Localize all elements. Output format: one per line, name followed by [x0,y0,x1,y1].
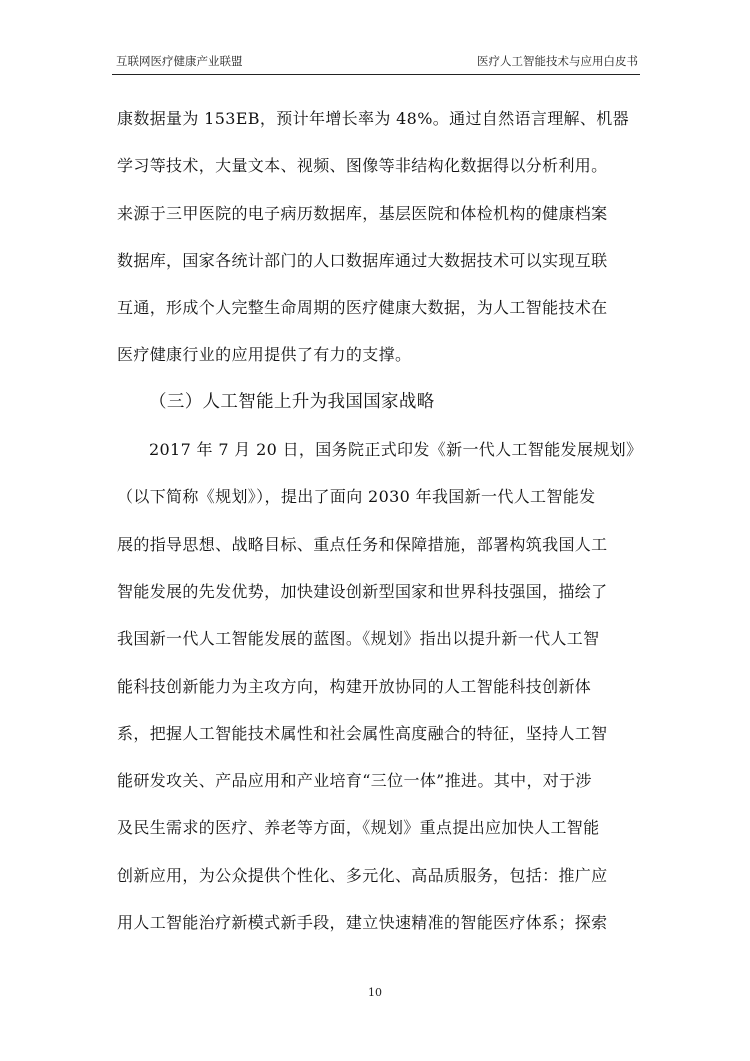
paragraph-line: 及民生需求的医疗、养老等方面，《规划》重点提出应加快人工智能 [117,818,600,838]
body-line: 数据库，国家各统计部门的人口数据库通过大数据技术可以实现互联 [117,250,608,270]
body-line: 康数据量为 153EB，预计年增长率为 48%。通过自然语言理解、机器 [117,109,629,128]
paragraph-line: 智能发展的先发优势，加快建设创新型国家和世界科技强国，描绘了 [117,581,608,601]
paragraph-line: （以下简称《规划》），提出了面向 2030 年我国新一代人工智能发 [117,487,596,507]
paragraph-line: 2017 年 7 月 20 日，国务院正式印发《新一代人工智能发展规划》 [149,440,643,460]
body-line: 学习等技术，大量文本、视频、图像等非结构化数据得以分析利用。 [117,156,608,176]
paragraph-line: 创新应用，为公众提供个性化、多元化、高品质服务，包括：推广应 [117,865,608,885]
paragraph-line: 展的指导思想、战略目标、重点任务和保障措施，部署构筑我国人工 [117,534,608,554]
body-line: 互通，形成个人完整生命周期的医疗健康大数据，为人工智能技术在 [117,298,608,318]
page-header [112,50,640,75]
page-body [117,95,643,946]
section-heading: （三）人工智能上升为我国国家战略 [149,391,435,412]
paragraph-line: 我国新一代人工智能发展的蓝图。《规划》指出以提升新一代人工智 [117,629,600,649]
header-organization: 互联网医疗健康产业联盟 [116,54,243,68]
body-line: 来源于三甲医院的电子病历数据库，基层医院和体检机构的健康档案 [117,203,608,223]
body-line: 医疗健康行业的应用提供了有力的支撑。 [117,345,412,365]
header-document-title: 医疗人工智能技术与应用白皮书 [477,54,638,68]
paragraph-line: 能科技创新能力为主攻方向，构建开放协同的人工智能科技创新体 [117,676,592,696]
paragraph-line: 能研发攻关、产品应用和产业培育“三位一体”推进。其中，对于涉 [117,771,592,791]
paragraph-line: 系，把握人工智能技术属性和社会属性高度融合的特征，坚持人工智 [117,723,608,743]
page-number: 10 [368,986,382,999]
paragraph-line: 用人工智能治疗新模式新手段，建立快速精准的智能医疗体系；探索 [117,913,608,933]
